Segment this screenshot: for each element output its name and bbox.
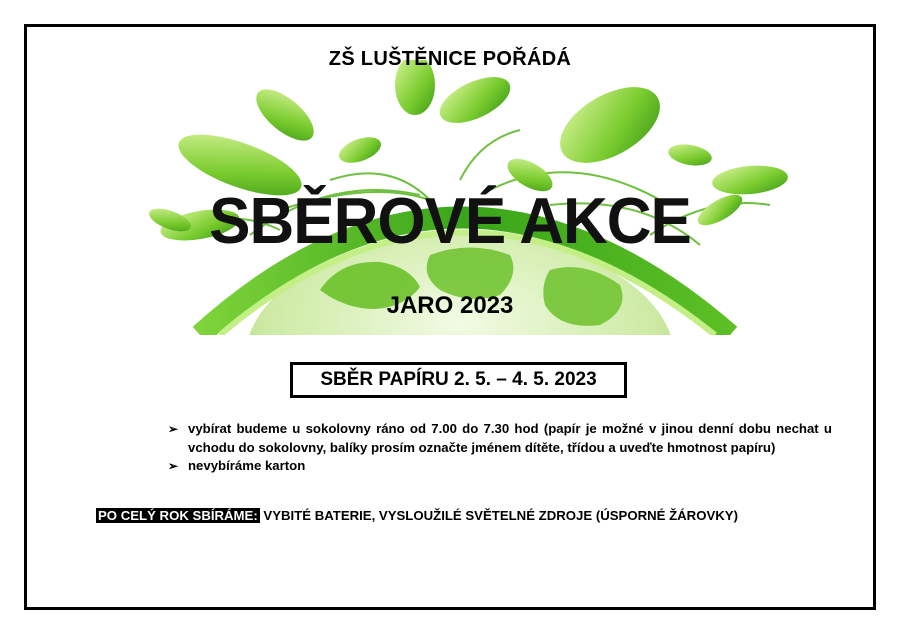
year-round-collection bbox=[96, 508, 738, 523]
list-item-text: nevybíráme karton bbox=[188, 458, 306, 473]
season-label: JARO 2023 bbox=[386, 292, 514, 319]
arrow-bullet-icon: ➢ bbox=[168, 459, 179, 473]
headline: SBĚROVÉ AKCE bbox=[209, 185, 691, 258]
list-item bbox=[168, 420, 832, 457]
paper-collection-title: SBĚR PAPÍRU 2. 5. – 4. 5. 2023 bbox=[290, 362, 627, 398]
collection-details-list bbox=[168, 420, 832, 476]
year-round-items: VYBITÉ BATERIE, VYSLOUŽILÉ SVĚTELNÉ ZDROJE (ÚSPORNÉ ŽÁROVKY) bbox=[259, 508, 738, 523]
list-item bbox=[168, 457, 832, 476]
year-round-label: PO CELÝ ROK SBÍRÁME: bbox=[98, 508, 258, 523]
list-item-text: vybírat budeme u sokolovny ráno od 7.00 do 7.30 hod (papír je možné v jinou denní dobu nechat u vchodu do sokolovny, balíky prosím označte jménem dítěte, třídou a uveďte hmotnost papíru) bbox=[188, 421, 832, 455]
organizer-title: ZŠ LUŠTĚNICE POŘÁDÁ bbox=[328, 48, 572, 70]
arrow-bullet-icon: ➢ bbox=[168, 422, 179, 436]
